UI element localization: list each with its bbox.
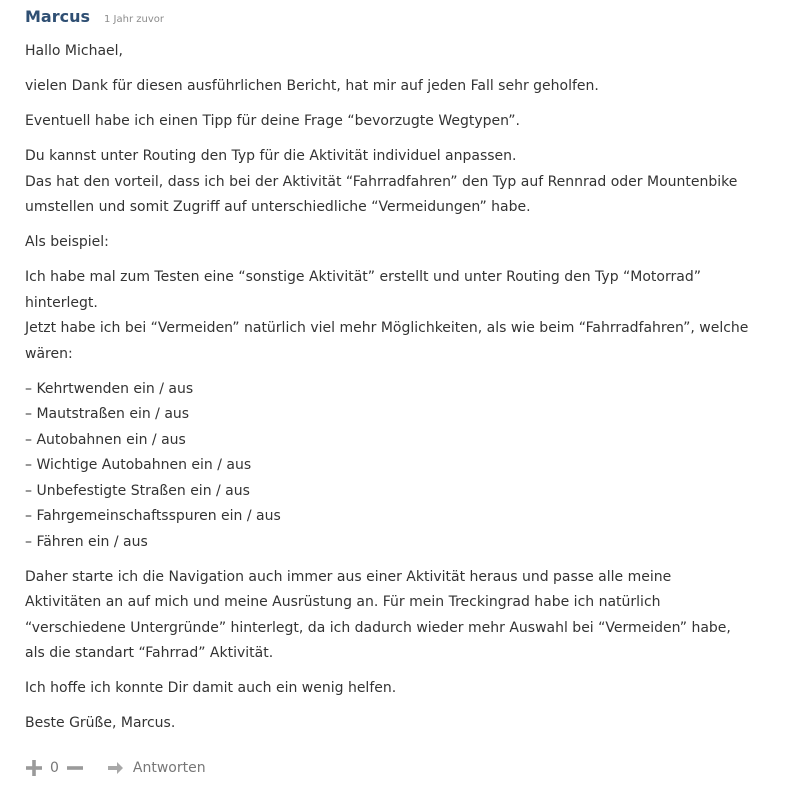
comment-header: [25, 7, 164, 29]
comment-timestamp[interactable]: 1 Jahr zuvor: [104, 14, 164, 25]
avoid-options-list: [25, 377, 765, 556]
text-line: Daher starte ich die Navigation auch immer aus einer Aktivität heraus und passe alle meine: [25, 568, 672, 585]
text-line: umstellen und somit Zugriff auf unterschiedliche “Vermeidungen” habe.: [25, 199, 531, 215]
list-item: – Unbefestigte Straßen ein / aus: [25, 482, 250, 499]
list-item: – Mautstraßen ein / aus: [25, 406, 190, 422]
comment-footer: [25, 756, 206, 780]
list-item: – Fähren ein / aus: [25, 533, 148, 550]
text-line: Das hat den vorteil, dass ich bei der Aktivität “Fahrradfahren” den Typ auf Rennrad oder Mountenbike: [25, 173, 738, 190]
comment-paragraph: [25, 265, 765, 367]
comment-signoff: Beste Grüße, Marcus.: [25, 715, 176, 731]
reply-button[interactable]: [107, 759, 206, 777]
list-item: – Kehrtwenden ein / aus: [25, 380, 194, 397]
text-line: “verschiedene Untergründe” hinterlegt, da ich dadurch wieder mehr Auswahl bei “Vermeiden” habe,: [25, 619, 731, 636]
text-line: Jetzt habe ich bei “Vermeiden” natürlich viel mehr Möglichkeiten, als wie beim “Fahrradfahren”, welche: [25, 320, 749, 336]
text-line: als die standart “Fahrrad” Aktivität.: [25, 645, 274, 661]
comment-body: [25, 39, 765, 746]
text-line: Aktivitäten an auf mich und meine Ausrüstung an. Für mein Treckingrad habe ich natürlich: [25, 594, 661, 610]
reply-arrow-icon: [107, 759, 125, 777]
reply-label: Antworten: [132, 760, 206, 776]
comment-author[interactable]: Marcus: [25, 7, 91, 26]
comment-paragraph: [25, 144, 765, 221]
comment-paragraph: Eventuell habe ich einen Tipp für deine Frage “bevorzugte Wegtypen”.: [25, 113, 520, 129]
text-line: Ich habe mal zum Testen eine “sonstige Aktivität” erstellt und unter Routing den Typ “Motorrad”: [25, 269, 701, 285]
comment-paragraph: vielen Dank für diesen ausführlichen Bericht, hat mir auf jeden Fall sehr geholfen.: [25, 78, 599, 94]
list-item: – Fahrgemeinschaftsspuren ein / aus: [25, 508, 281, 524]
list-item: – Autobahnen ein / aus: [25, 431, 186, 448]
list-item: – Wichtige Autobahnen ein / aus: [25, 457, 252, 473]
comment-paragraph: Als beispiel:: [25, 234, 109, 250]
text-line: wären:: [25, 345, 73, 362]
minus-icon[interactable]: [66, 759, 84, 777]
text-line: Du kannst unter Routing den Typ für die Aktivität individuel anpassen.: [25, 148, 517, 164]
comment-paragraph: Ich hoffe ich konnte Dir damit auch ein wenig helfen.: [25, 680, 397, 696]
comment-paragraph: [25, 565, 765, 667]
plus-icon[interactable]: [25, 759, 43, 777]
vote-count: 0: [50, 760, 59, 776]
comment-greeting: Hallo Michael,: [25, 43, 123, 59]
text-line: hinterlegt.: [25, 294, 98, 311]
